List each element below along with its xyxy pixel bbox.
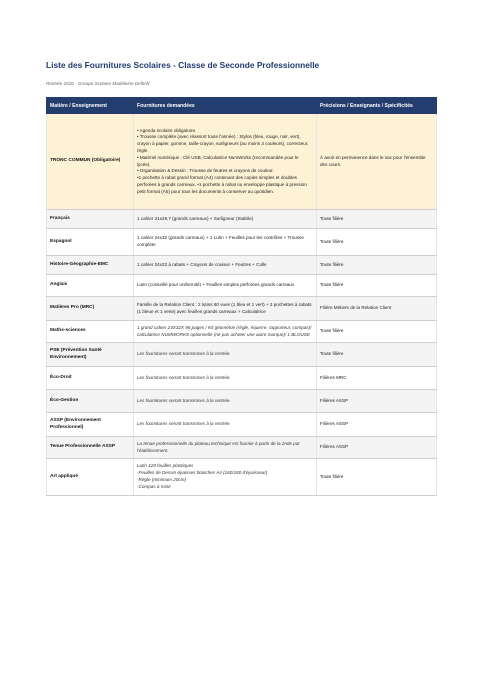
column-header-supplies: Fournitures demandées — [134, 98, 317, 114]
table-row — [47, 343, 437, 367]
row-notes: Toute filière — [317, 459, 437, 496]
row-subject: Tenue Professionnelle ASSP — [47, 437, 134, 459]
supply-line: -Feuilles de Dessin épaisses blanches A4 (160/180 d'épaisseur) — [137, 470, 268, 476]
row-supplies: 1 cahier 21x29,7 (grands carreaux) + Surligneur (Stabilo) — [134, 210, 317, 229]
page-subtitle: Rentrée 2026 - Groupe Scolaire Madeleine Delbrêl — [46, 81, 150, 86]
row-notes: Filières ASSP — [317, 413, 437, 437]
table-header-row — [47, 98, 437, 114]
row-supplies: Les fournitures seront transmises à la rentrée. — [134, 413, 317, 437]
row-supplies: Lutin (conseillé pour uniformité) + Feuilles simples perforées grands carreaux — [134, 275, 317, 297]
table-row — [47, 114, 437, 210]
row-supplies — [134, 459, 317, 496]
row-subject: Français — [47, 210, 134, 229]
supply-line: -Compas à mine — [137, 483, 171, 489]
row-notes: Filières ASSP — [317, 390, 437, 413]
row-supplies: 1 cahier 24x32 (grands carreaux) + 1 Lutin + Feuilles pour les contrôles + Trousse complète — [134, 229, 317, 256]
row-supplies — [134, 114, 317, 210]
supply-line: •1 pochette à rabat grand format (A4) contenant des copies simples et doubles perforées à grands carreaux. •1 pochette à rabat ou enveloppe plastique à pression petit format (A5) pour tous les documents à conserver au quotidien. — [137, 175, 307, 194]
table-row — [47, 413, 437, 437]
table-row — [47, 390, 437, 413]
row-subject: Éco-Gestion — [47, 390, 134, 413]
row-notes: Filière Métiers de la Relation Client — [317, 297, 437, 321]
row-supplies: Famille de la Relation Client : 2 lutins 60 vues (1 bleu et 1 vert) + 2 pochettes à rabats (1 bleue et 1 verte) avec feuilles grands carreaux + Calculatrice — [134, 297, 317, 321]
row-subject: Anglais — [47, 275, 134, 297]
row-subject: Matières Pro (MRC) — [47, 297, 134, 321]
table-row — [47, 229, 437, 256]
row-notes: Toute filière — [317, 321, 437, 343]
row-supplies: 1 grand cahier 24X32X 96 pages / Kit géométrie (règle, équerre, rapporteur, compas)/ calculatrice NUMWORKS optionnelle (ne pas acheter une autre marque)/ 1 BLOUSE — [134, 321, 317, 343]
supplies-table — [46, 97, 437, 496]
table-row — [47, 459, 437, 496]
row-notes: Filières ASSP — [317, 437, 437, 459]
row-supplies: 1 cahier 24x32 à rabats + Crayons de couleur + Feutres + Colle — [134, 256, 317, 275]
supply-line: • Organisation & Dessin : Trousse de feutres et crayons de couleur. — [137, 168, 274, 174]
table-row — [47, 437, 437, 459]
row-subject: Espagnol — [47, 229, 134, 256]
table-row — [47, 321, 437, 343]
page-title: Liste des Fournitures Scolaires - Classe de Seconde Professionnelle — [46, 60, 320, 70]
supply-line: • Agenda scolaire obligatoire. — [137, 127, 197, 133]
table-row — [47, 275, 437, 297]
supply-line: Lutin 120 feuilles plastiques — [137, 463, 194, 469]
row-notes: Toute filière — [317, 210, 437, 229]
row-subject: ASSP (Environnement Professionnel) — [47, 413, 134, 437]
row-subject: Maths-sciences — [47, 321, 134, 343]
row-subject: TRONC COMMUN (Obligatoire) — [47, 114, 134, 210]
row-notes: Toute filière — [317, 343, 437, 367]
table-row — [47, 210, 437, 229]
row-subject: PSE (Prévention Santé Environnement) — [47, 343, 134, 367]
row-supplies: Les fournitures seront transmises à la rentrée. — [134, 390, 317, 413]
row-notes: À avoir en permanence dans le sac pour l'ensemble des cours. — [317, 114, 437, 210]
row-notes: Toute filière — [317, 256, 437, 275]
column-header-subject: Matière / Enseignement — [47, 98, 134, 114]
table-row — [47, 297, 437, 321]
column-header-notes: Précisions / Enseignants / Spécificités — [317, 98, 437, 114]
row-subject: Art appliqué — [47, 459, 134, 496]
row-notes: Filières MRC — [317, 367, 437, 390]
row-supplies: Les fournitures seront transmises à la rentrée. — [134, 367, 317, 390]
row-notes: Toute filière — [317, 275, 437, 297]
row-subject: Éco-Droit — [47, 367, 134, 390]
row-subject: Histoire-Géographie-EMC — [47, 256, 134, 275]
table-row — [47, 256, 437, 275]
supply-line: • Trousse complète (avec réassort toute l'année) : Stylos (bleu, rouge, noir, vert), crayon à papier, gomme, taille-crayon, surligneurs (au moins 3 couleurs), correcteur, règle. — [137, 134, 309, 153]
supply-line: • Matériel numérique : Clé USB, Calculatrice NumWorks (recommandée pour le lycée). — [137, 154, 299, 167]
table-row — [47, 367, 437, 390]
supply-line: -Règle (minimum 20cm) — [137, 477, 187, 482]
row-notes: Toute filière — [317, 229, 437, 256]
row-supplies: La tenue professionnelle du plateau technique est fournie à partir de la 2nde par l'établissement. — [134, 437, 317, 459]
row-supplies: Les fournitures seront transmises à la rentrée. — [134, 343, 317, 367]
